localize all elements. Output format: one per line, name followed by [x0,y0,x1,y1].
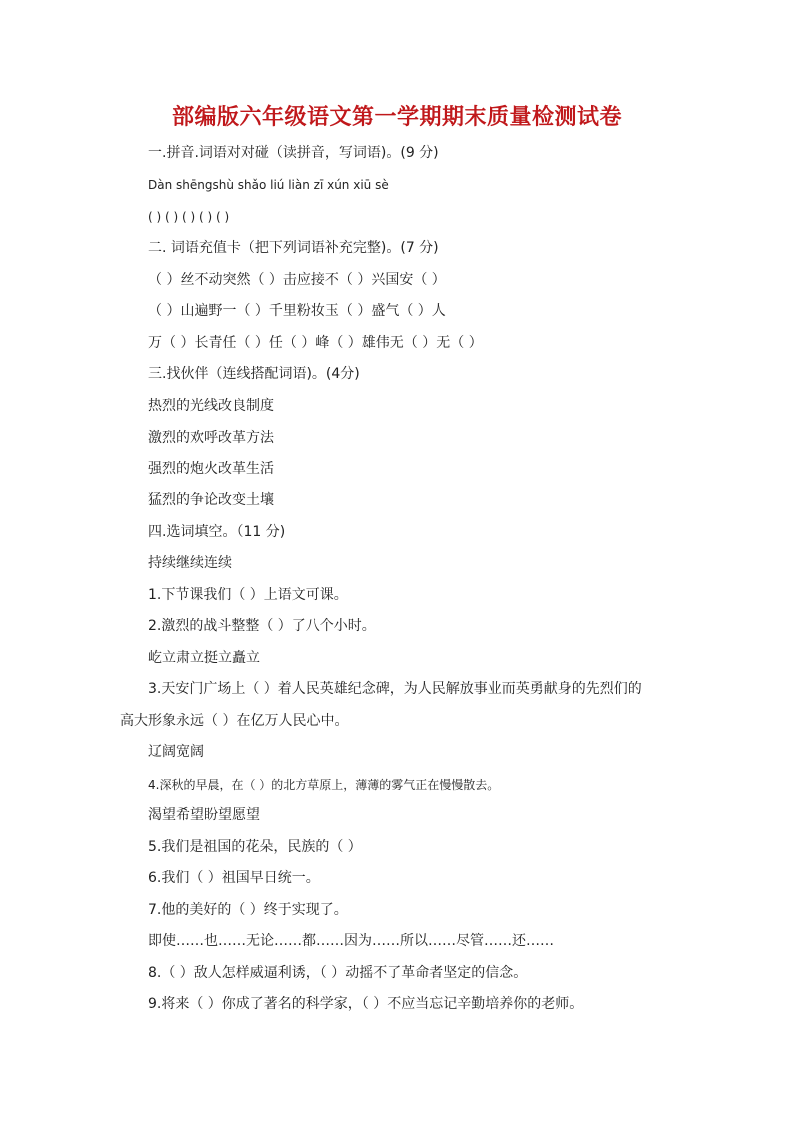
match-row-2: 激烈的欢呼改革方法 [148,430,274,446]
question-3-continued: 高大形象永远（ ）在亿万人民心中。 [120,713,349,729]
question-1: 1.下节课我们（ ）上语文可课。 [148,587,348,603]
question-9: 9.将来（ ）你成了著名的科学家，（ ）不应当忘记辛勤培养你的老师。 [148,996,584,1012]
answer-blanks-row: ( ) ( ) ( ) ( ) ( ) [148,210,230,224]
question-5: 5.我们是祖国的花朵，民族的（ ） [148,839,362,855]
section-1-heading: 一.拼音.词语对对碰（读拼音，写词语)。(9 分) [148,145,439,161]
match-row-3: 强烈的炮火改革生活 [148,461,274,477]
question-6: 6.我们（ ）祖国早日统一。 [148,870,320,886]
conjunction-group: 即使……也……无论……都……因为……所以……尽管……还…… [148,933,554,949]
pinyin-row: Dàn shēngshù shǎo liú liàn zī xún xiū sè [148,178,389,192]
word-group-2: 屹立肃立挺立矗立 [148,650,260,666]
idiom-row-1: （ ）丝不动突然（ ）击应接不（ ）兴国安（ ） [148,272,446,288]
word-group-3: 辽阔宽阔 [148,744,204,760]
idiom-row-3: 万（ ）长青任（ ）任（ ）峰（ ）雄伟无（ ）无（ ） [148,335,483,351]
word-group-1: 持续继续连续 [148,555,232,571]
question-7: 7.他的美好的（ ）终于实现了。 [148,902,348,918]
question-8: 8.（ ）敌人怎样威逼利诱，（ ）动摇不了革命者坚定的信念。 [148,965,528,981]
question-3: 3.天安门广场上（ ）着人民英雄纪念碑，为人民解放事业而英勇献身的先烈们的 [148,681,642,697]
match-row-1: 热烈的光线改良制度 [148,398,274,414]
exam-title: 部编版六年级语文第一学期期末质量检测试卷 [171,104,622,130]
question-2: 2.激烈的战斗整整（ ）了八个小时。 [148,618,376,634]
section-2-heading: 二. 词语充值卡（把下列词语补充完整)。(7 分) [148,240,439,256]
question-4: 4.深秋的早晨，在（ ）的北方草原上，薄薄的雾气正在慢慢散去。 [148,778,500,792]
section-3-heading: 三.找伙伴（连线搭配词语)。(4分) [148,366,360,382]
word-group-4: 渴望希望盼望愿望 [148,807,260,823]
section-4-heading: 四.选词填空。（11 分) [148,524,286,540]
idiom-row-2: （ ）山遍野一（ ）千里粉妆玉（ ）盛气（ ）人 [148,303,446,319]
match-row-4: 猛烈的争论改变土壤 [148,492,274,508]
